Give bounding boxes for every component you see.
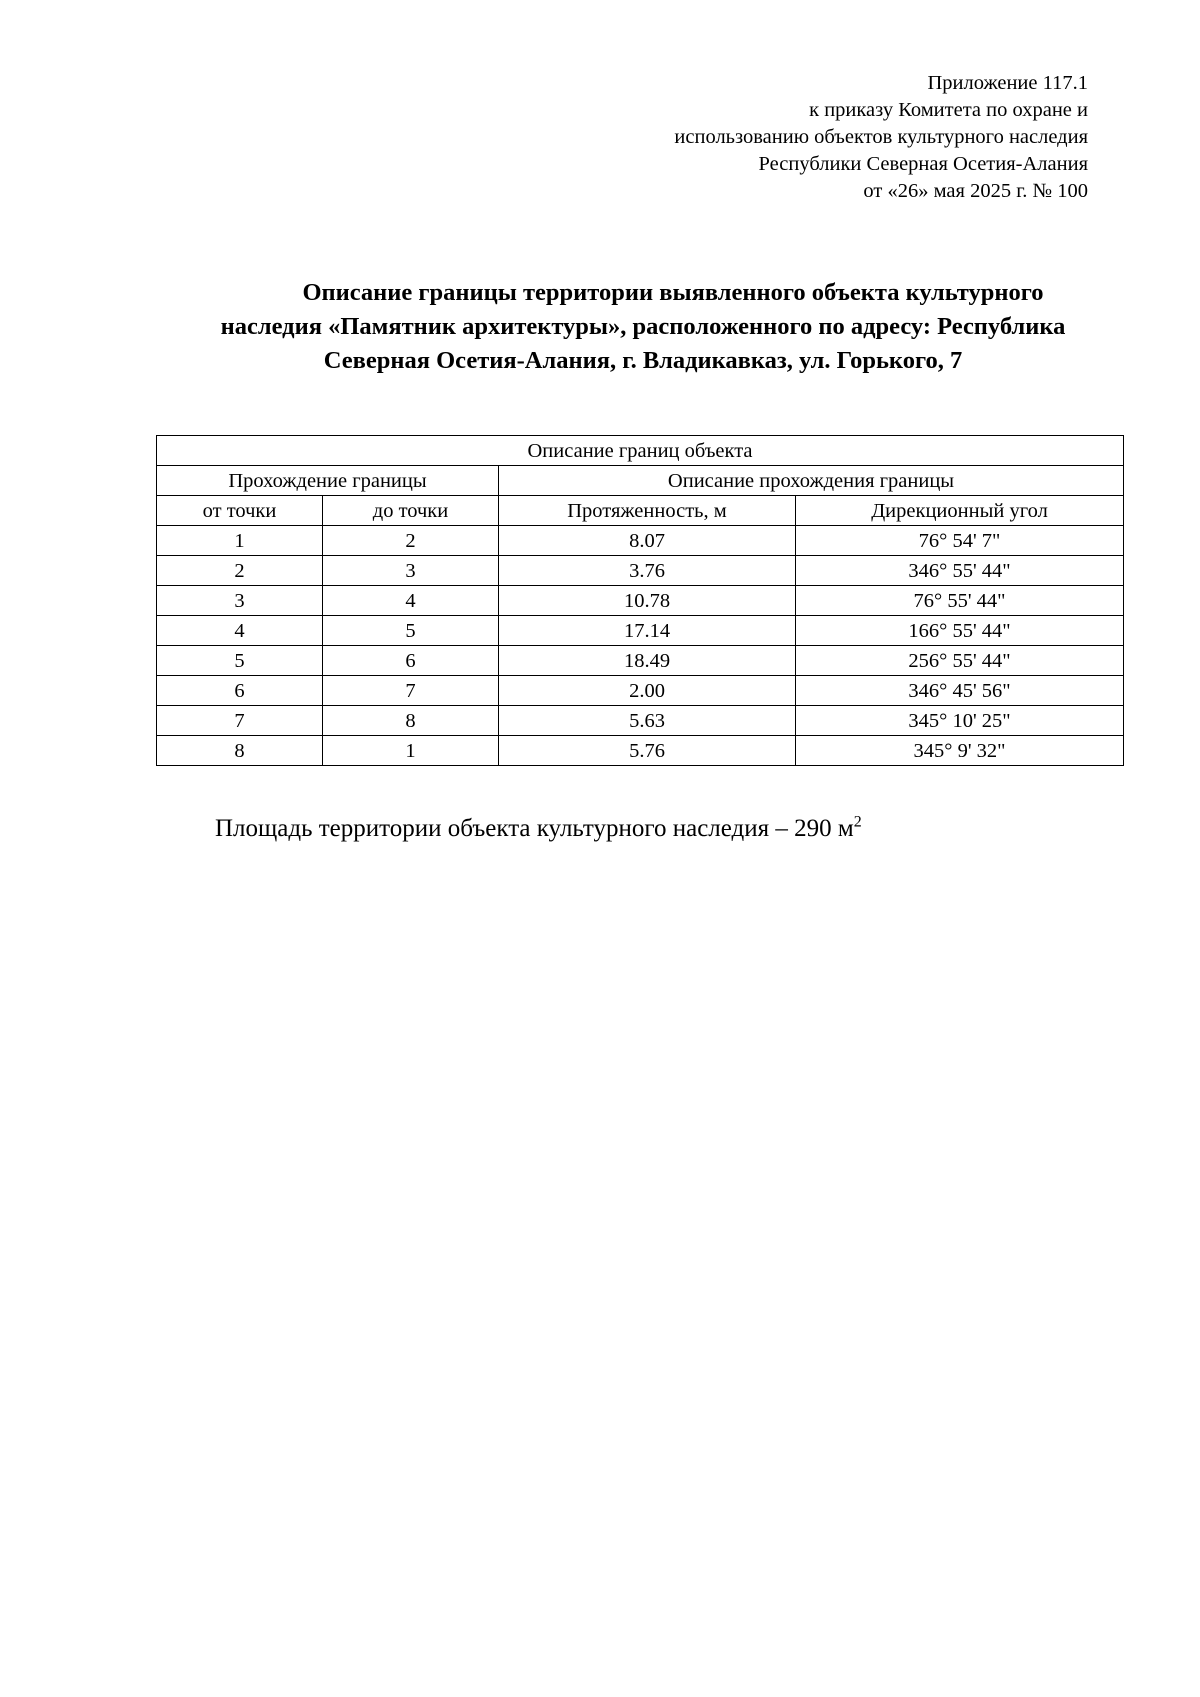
- annex-line-4: Республики Северная Осетия-Алания: [758, 153, 1088, 175]
- column-header-from: от точки: [157, 496, 323, 526]
- cell-to: 4: [323, 586, 499, 616]
- cell-from: 3: [157, 586, 323, 616]
- table-caption-row: [157, 436, 1124, 466]
- cell-length: 17.14: [499, 616, 796, 646]
- cell-angle: 76° 54' 7": [796, 526, 1124, 556]
- annex-line-1: Приложение 117.1: [927, 72, 1088, 94]
- group-header-description: Описание прохождения границы: [499, 466, 1124, 496]
- cell-from: 2: [157, 556, 323, 586]
- area-unit-superscript: 2: [853, 813, 862, 831]
- group-header-passage: Прохождение границы: [157, 466, 499, 496]
- column-header-to: до точки: [323, 496, 499, 526]
- area-text: Площадь территории объекта культурного наследия – 290 м: [215, 815, 854, 842]
- cell-length: 5.76: [499, 736, 796, 766]
- cell-angle: 256° 55' 44": [796, 646, 1124, 676]
- annex-line-5: от «26» мая 2025 г. № 100: [863, 180, 1088, 202]
- title-line-3: Северная Осетия-Алания, г. Владикавказ, ул. Горького, 7: [323, 347, 963, 374]
- cell-to: 1: [323, 736, 499, 766]
- cell-angle: 166° 55' 44": [796, 616, 1124, 646]
- title-line-1: Описание границы территории выявленного объекта культурного: [302, 279, 1044, 306]
- column-header-length: Протяженность, м: [499, 496, 796, 526]
- cell-from: 7: [157, 706, 323, 736]
- table-row: [157, 646, 1124, 676]
- table-row: [157, 556, 1124, 586]
- annex-line-3: использованию объектов культурного наследия: [674, 126, 1088, 148]
- cell-angle: 76° 55' 44": [796, 586, 1124, 616]
- table-row: [157, 736, 1124, 766]
- table-row: [157, 616, 1124, 646]
- annex-line-2: к приказу Комитета по охране и: [809, 99, 1088, 121]
- area-statement: [215, 815, 862, 843]
- table-column-row: [157, 496, 1124, 526]
- table-row: [157, 526, 1124, 556]
- table-row: [157, 706, 1124, 736]
- table-group-row: [157, 466, 1124, 496]
- cell-length: 2.00: [499, 676, 796, 706]
- document-title: [148, 276, 1138, 378]
- table-row: [157, 586, 1124, 616]
- annex-header: [488, 70, 1088, 205]
- cell-angle: 345° 10' 25": [796, 706, 1124, 736]
- cell-to: 5: [323, 616, 499, 646]
- cell-angle: 345° 9' 32": [796, 736, 1124, 766]
- table-caption: Описание границ объекта: [157, 436, 1124, 466]
- table-row: [157, 676, 1124, 706]
- cell-to: 8: [323, 706, 499, 736]
- cell-from: 1: [157, 526, 323, 556]
- column-header-angle: Дирекционный угол: [796, 496, 1124, 526]
- cell-from: 8: [157, 736, 323, 766]
- cell-length: 8.07: [499, 526, 796, 556]
- cell-from: 4: [157, 616, 323, 646]
- cell-to: 3: [323, 556, 499, 586]
- cell-from: 5: [157, 646, 323, 676]
- cell-length: 18.49: [499, 646, 796, 676]
- cell-angle: 346° 55' 44": [796, 556, 1124, 586]
- cell-length: 3.76: [499, 556, 796, 586]
- boundary-table: [156, 435, 1124, 766]
- cell-to: 7: [323, 676, 499, 706]
- cell-to: 2: [323, 526, 499, 556]
- title-line-2: наследия «Памятник архитектуры», расположенного по адресу: Республика: [220, 313, 1066, 340]
- cell-length: 10.78: [499, 586, 796, 616]
- cell-to: 6: [323, 646, 499, 676]
- cell-angle: 346° 45' 56": [796, 676, 1124, 706]
- cell-from: 6: [157, 676, 323, 706]
- cell-length: 5.63: [499, 706, 796, 736]
